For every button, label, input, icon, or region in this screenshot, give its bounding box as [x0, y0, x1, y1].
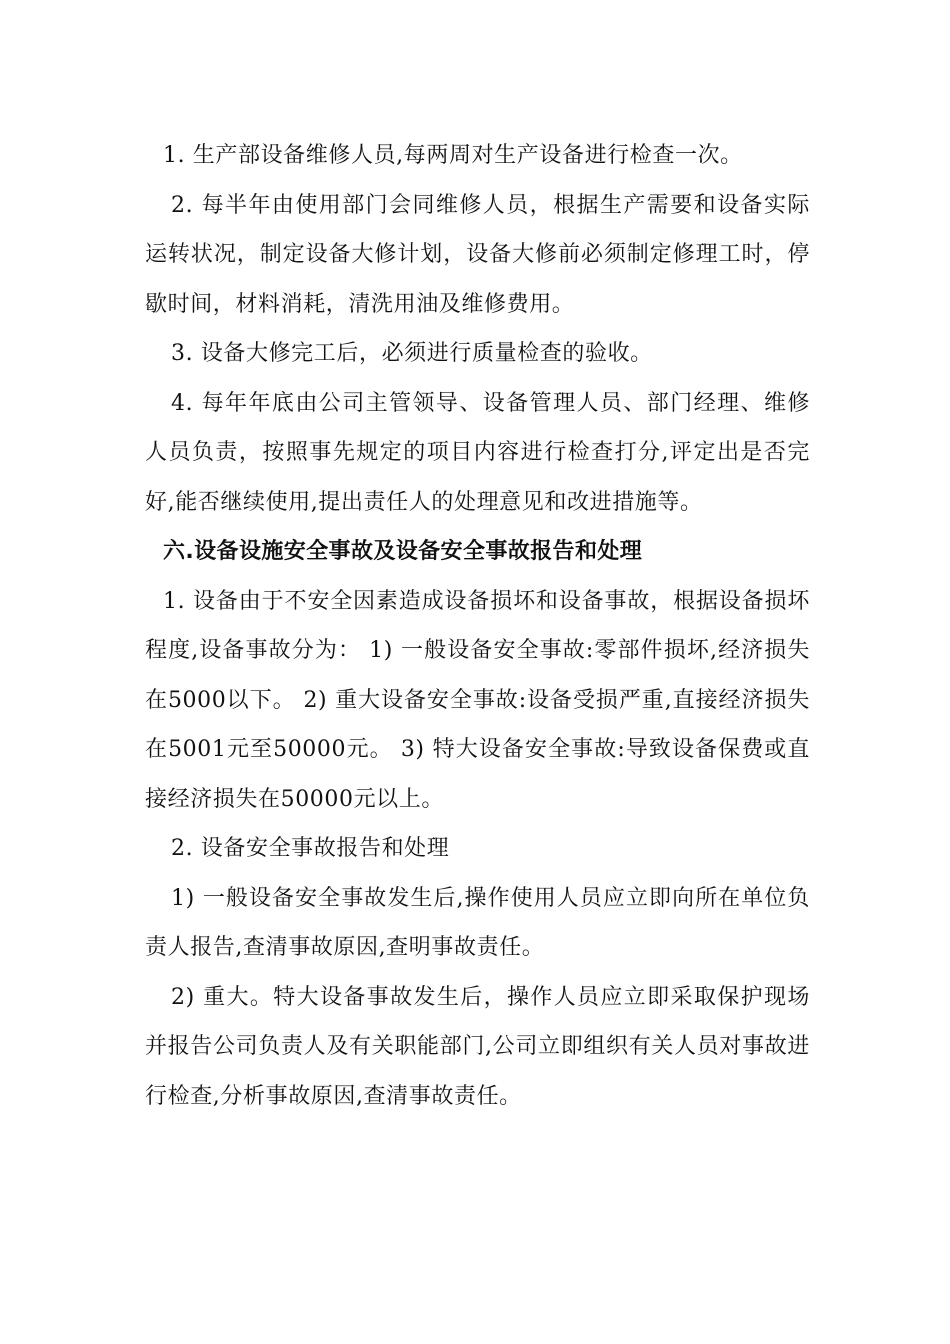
paragraph-general-accident-handling: 1) 一般设备安全事故发生后,操作使用人员应立即向所在单位负责人报告,查清事故原因,查明事故责任。	[145, 885, 810, 960]
paragraph-annual-review: 4. 每年年底由公司主管领导、设备管理人员、部门经理、维修人员负责，按照事先规定的项目内容进行检查打分,评定出是否完好,能否继续使用,提出责任人的处理意见和改进措施等。	[145, 390, 810, 515]
section-heading-accidents: 六.设备设施安全事故及设备安全事故报告和处理	[163, 539, 643, 564]
paragraph-accident-classification: 1. 设备由于不安全因素造成设备损坏和设备事故，根据设备损坏程度,设备事故分为： 1) 一般设备安全事故:零部件损坏,经济损失在5000以下。 2) 重大设备安全事故:设备受损严重,直接经济损失在5001元至50000元。 3) 特大设备安全事故:导致设备保费或直接经济损失在50000元以上。	[145, 588, 810, 812]
paragraph-overhaul-acceptance: 3. 设备大修完工后，必须进行质量检查的验收。	[171, 341, 653, 366]
paragraph-major-accident-handling: 2) 重大。特大设备事故发生后，操作人员应立即采取保护现场并报告公司负责人及有关职能部门,公司立即组织有关人员对事故进行检查,分析事故原因,查清事故责任。	[145, 984, 810, 1109]
paragraph-report-title: 2. 设备安全事故报告和处理	[171, 836, 450, 861]
paragraph-overhaul-plan: 2. 每半年由使用部门会同维修人员，根据生产需要和设备实际运转状况，制定设备大修计划，设备大修前必须制定修理工时，停歇时间，材料消耗，清洗用油及维修费用。	[145, 192, 810, 317]
document-body	[145, 131, 810, 1121]
paragraph-inspection-frequency: 1. 生产部设备维修人员,每两周对生产设备进行检查一次。	[163, 143, 743, 168]
